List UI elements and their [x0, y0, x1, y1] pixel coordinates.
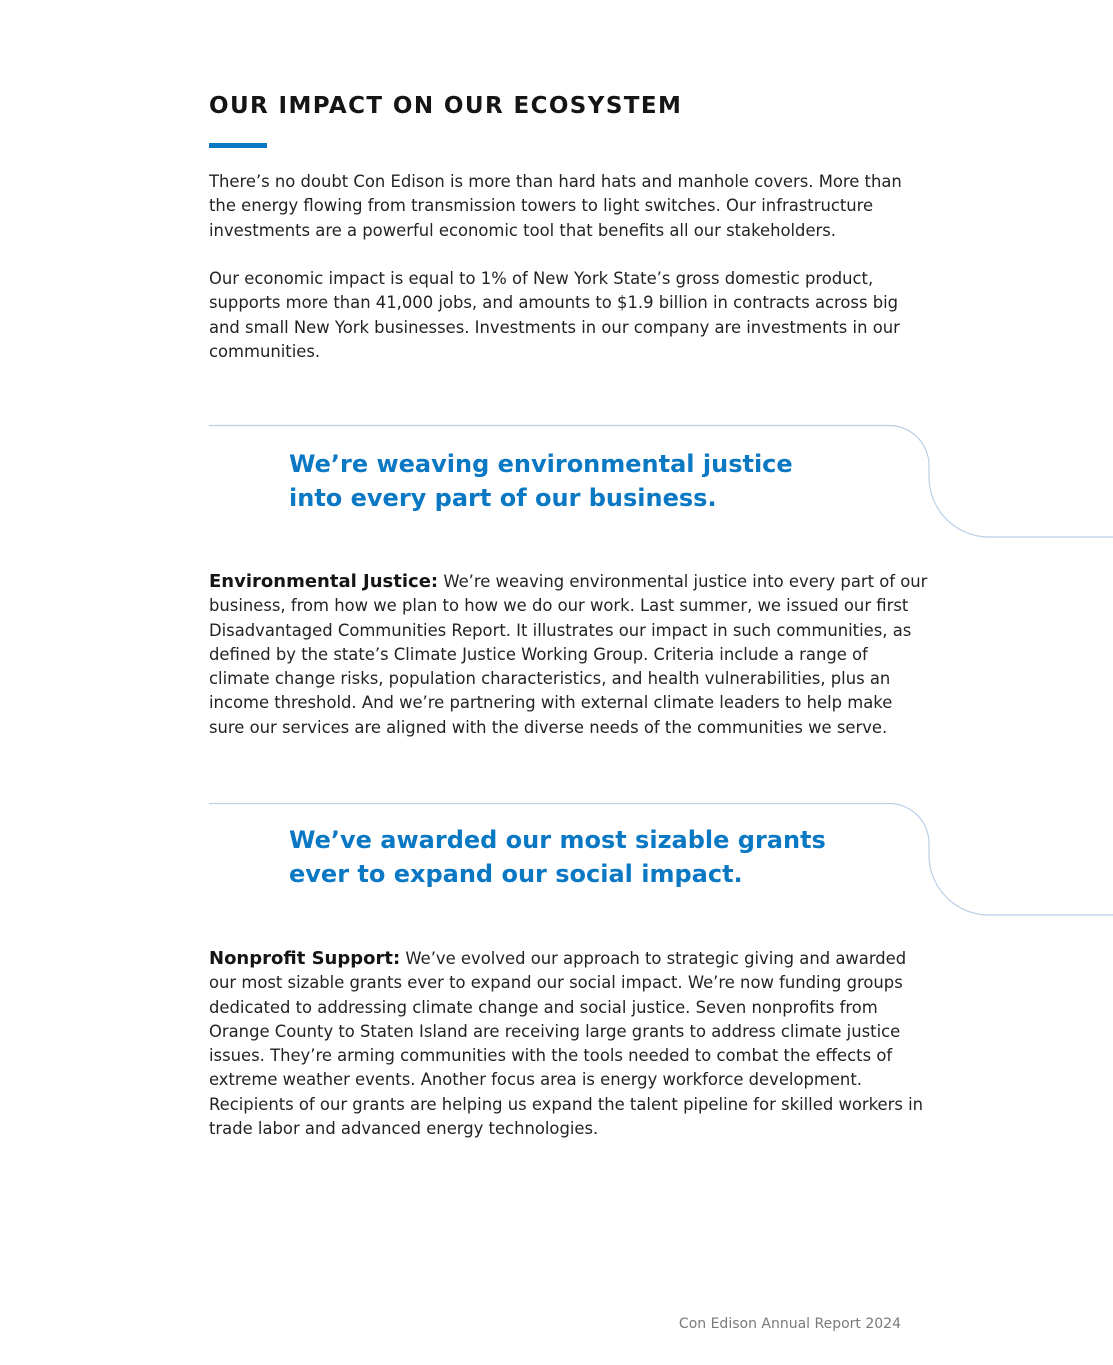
intro-paragraph-1: There’s no doubt Con Edison is more than hard hats and manhole covers. More than the energy flowing from transmission towers to light switches. Our infrastructure investments are a powerful economic tool that benefits all our stakeholders. — [209, 172, 902, 240]
section-title: OUR IMPACT ON OUR ECOSYSTEM — [209, 93, 683, 119]
nonprofit-support-paragraph — [209, 947, 931, 1141]
footer-report-label: Con Edison Annual Report 2024 — [678, 1316, 901, 1332]
environmental-justice-text: We’re weaving environmental justice into every part of our business, from how we plan to how we do our work. Last summer, we issued our first Disadvantaged Communities Report. It illustrates our impact in such communities, as defined by the state’s Climate Justice Working Group. Criteria include a range of climate change risks, population characteristics, and health vulnerabilities, plus an income threshold. And we’re partnering with external climate leaders to help make sure our services are aligned with the diverse needs of the communities we serve. — [209, 572, 928, 737]
callout-2-line-1: We’ve awarded our most sizable grants — [289, 826, 826, 854]
callout-1-line-2: into every part of our business. — [289, 484, 717, 512]
nonprofit-support-text: We’ve evolved our approach to strategic giving and awarded our most sizable grants ever to expand our social impact. We’re now funding groups dedicated to addressing climate change and social justice. Seven nonprofits from Orange County to Staten Island are receiving large grants to address climate justice issues. They’re arming communities with the tools needed to combat the effects of extreme weather events. Another focus area is energy workforce development. Recipients of our grants are helping us expand the talent pipeline for skilled workers in trade labor and advanced energy technologies. — [209, 949, 924, 1139]
nonprofit-support-lead: Nonprofit Support: — [209, 948, 401, 969]
callout-2-quote — [289, 823, 889, 891]
callout-1-quote — [289, 447, 889, 515]
callout-1-line-1: We’re weaving environmental justice — [289, 450, 793, 478]
callout-2-line-2: ever to expand our social impact. — [289, 860, 743, 888]
environmental-justice-lead: Environmental Justice: — [209, 571, 439, 592]
environmental-justice-paragraph — [209, 570, 931, 740]
intro-paragraph-2: Our economic impact is equal to 1% of New York State’s gross domestic product, supports more than 41,000 jobs, and amounts to $1.9 billion in contracts across big and small New York businesses. Investments in our company are investments in our communities. — [209, 269, 900, 361]
